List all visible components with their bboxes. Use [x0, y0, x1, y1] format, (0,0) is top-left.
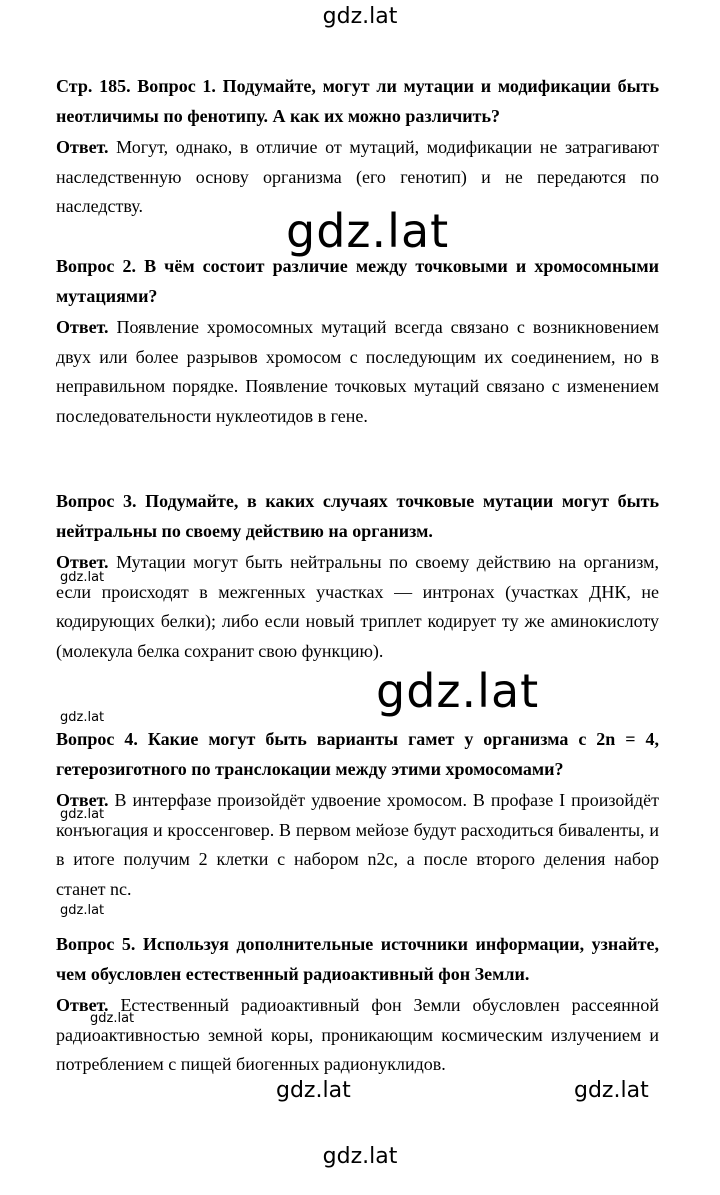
answer-2-text: Появление хромосомных мутаций всегда связано с возникновением двух или более разрывов хромосом с последующим их соединением, но в неправильном порядке. Появление точковых мутаций связано с изменением последовательности нуклеотидов в гене.	[56, 317, 659, 426]
question-block-1	[56, 72, 659, 222]
watermark-large: gdz.lat	[376, 664, 540, 718]
question-1-text: Стр. 185. Вопрос 1. Подумайте, могут ли мутации и модификации быть неотличимы по фенотипу. А как их можно различить?	[56, 76, 659, 126]
footer-watermark: gdz.lat	[322, 1144, 398, 1169]
answer-5-text: Естественный радиоактивный фон Земли обусловлен рассеянной радиоактивностью земной коры, проникающим космическим излучением и потреблением с пищей биогенных радионуклидов.	[56, 995, 659, 1074]
answer-3	[56, 548, 659, 666]
answer-4-text: В интерфазе произойдёт удвоение хромосом. В профазе I произойдёт конъюгация и кроссенговер. В первом мейозе будут расходиться биваленты, и в итоге получим 2 клетки с набором n2c, а после второго деления набор станет nc.	[56, 790, 660, 899]
question-block-3	[56, 487, 659, 666]
answer-label: Ответ.	[56, 995, 109, 1015]
question-4-text: Вопрос 4. Какие могут быть варианты гамет у организма с 2n = 4, гетерозиготного по транслокации между этими хромосомами?	[56, 729, 659, 779]
question-2-text: Вопрос 2. В чём состоит различие между точковыми и хромосомными мутациями?	[56, 256, 659, 306]
answer-2	[56, 313, 659, 431]
answer-5	[56, 991, 659, 1080]
question-5-text: Вопрос 5. Используя дополнительные источники информации, узнайте, чем обусловлен естественный радиоактивный фон Земли.	[56, 934, 659, 984]
answer-label: Ответ.	[56, 137, 109, 157]
watermark-small: gdz.lat	[60, 570, 105, 585]
header-watermark: gdz.lat	[322, 4, 398, 29]
watermark-large: gdz.lat	[286, 204, 450, 258]
answer-1-text: Могут, однако, в отличие от мутаций, модификации не затрагивают наследственную основу организма (его генотип) и не передаются по наследству.	[56, 137, 659, 216]
watermark-small: gdz.lat	[60, 710, 105, 725]
watermark-small: gdz.lat	[60, 807, 105, 822]
answer-label: Ответ.	[56, 317, 109, 337]
question-block-4	[56, 725, 659, 904]
watermark-medium: gdz.lat	[276, 1078, 351, 1103]
question-block-2	[56, 252, 659, 431]
answer-3-text: Мутации могут быть нейтральны по своему действию на организм, если происходят в межгенных участках — интронах (участках ДНК, не кодирующих белки); либо если новый триплет кодирует ту же аминокислоту (молекула белка сохранит свою функцию).	[56, 552, 659, 661]
answer-4	[56, 786, 659, 904]
watermark-small: gdz.lat	[60, 903, 105, 918]
question-3-text: Вопрос 3. Подумайте, в каких случаях точковые мутации могут быть нейтральны по своему действию на организм.	[56, 491, 659, 541]
watermark-medium: gdz.lat	[574, 1078, 649, 1103]
question-block-5	[56, 930, 659, 1080]
answer-label: Ответ.	[56, 790, 109, 810]
answer-label: Ответ.	[56, 552, 109, 572]
watermark-small: gdz.lat	[90, 1011, 135, 1026]
